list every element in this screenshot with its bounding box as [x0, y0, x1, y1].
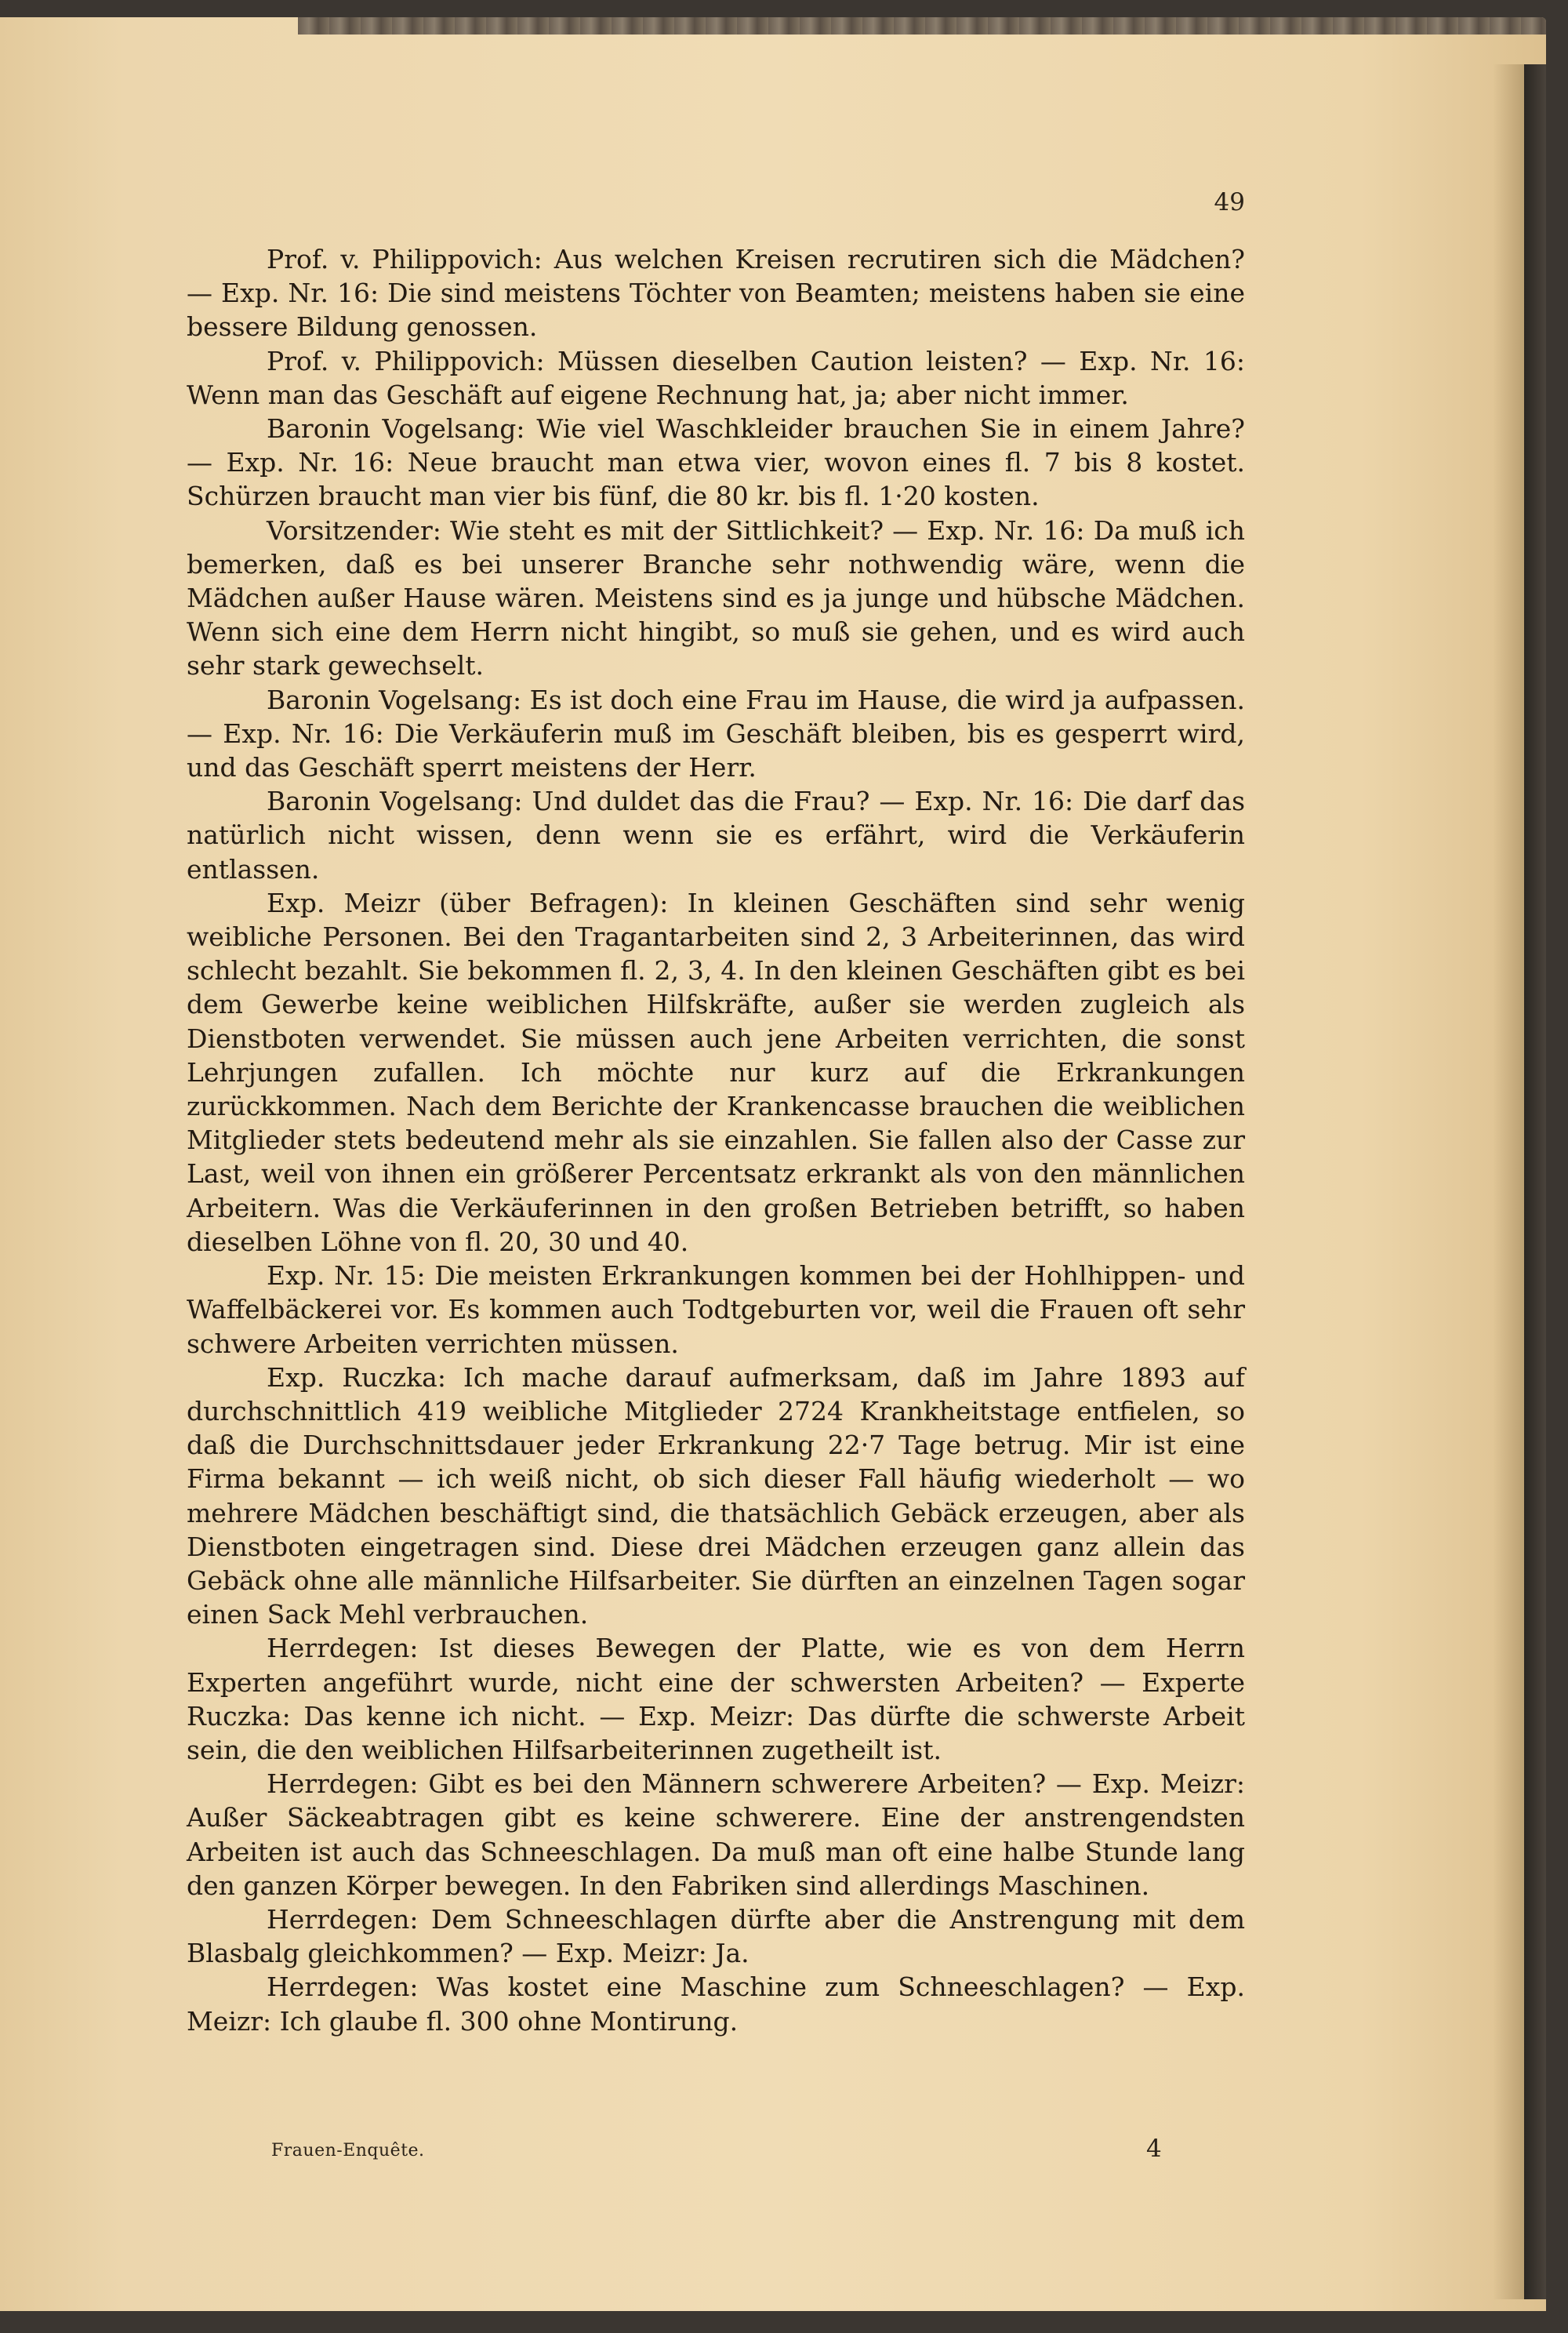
footer-signature: Frauen-Enquête. [271, 2141, 425, 2160]
page-shadow [1493, 64, 1524, 2299]
text-block [187, 242, 1245, 2038]
paragraph: Exp. Nr. 15: Die meisten Erkrankungen kommen bei der Hohlhippen- und Waffelbäckerei vor. Es kommen auch Todtgeburten vor, weil die Frauen oft sehr schwere Arbeiten verrichten müssen. [187, 1260, 1245, 1359]
page-footer [187, 2135, 1245, 2166]
paragraph: Herrdegen: Ist dieses Bewegen der Platte, wie es von dem Herrn Experten angeführt wurde, nicht eine der schwersten Arbeiten? — Experte Ruczka: Das kenne ich nicht. — Exp. Meizr: Das dürfte die schwerste Arbeit sein, die den weiblichen Hilfsarbeiterinnen zugetheilt ist. [187, 1633, 1245, 1765]
paragraph: Prof. v. Philippovich: Müssen dieselben Caution leisten? — Exp. Nr. 16: Wenn man das Geschäft auf eigene Rechnung hat, ja; aber nicht immer. [187, 345, 1245, 410]
paragraph: Baronin Vogelsang: Und duldet das die Frau? — Exp. Nr. 16: Die darf das natürlich nicht wissen, denn wenn sie es erfährt, wird die Verkäuferin entlassen. [187, 786, 1245, 885]
book-page [0, 17, 1546, 2311]
paragraph: Prof. v. Philippovich: Aus welchen Kreisen recrutiren sich die Mädchen? — Exp. Nr. 16: Die sind meistens Töchter von Beamten; meistens haben sie eine bessere Bildung genossen. [187, 244, 1245, 343]
paragraph: Herrdegen: Gibt es bei den Männern schwerere Arbeiten? — Exp. Meizr: Außer Säckeabtragen gibt es keine schwerere. Eine der anstrengendsten Arbeiten ist auch das Schneeschlagen. Da muß man oft eine halbe Stunde lang den ganzen Körper bewegen. In den Fabriken sind allerdings Maschinen. [187, 1768, 1245, 1901]
paragraph: Exp. Meizr (über Befragen): In kleinen Geschäften sind sehr wenig weibliche Personen. Bei den Tragantarbeiten sind 2, 3 Arbeiterinnen, das wird schlecht bezahlt. Sie bekommen fl. 2, 3, 4. In den kleinen Geschäften gibt es bei dem Gewerbe keine weiblichen Hilfskräfte, außer sie werden zugleich als Dienstboten verwendet. Sie müssen auch jene Arbeiten verrichten, die sonst Lehrjungen zufallen. Ich möchte nur kurz auf die Erkrankungen zurückkommen. Nach dem Berichte der Krankencasse brauchen die weiblichen Mitglieder stets bedeutend mehr als sie einzahlen. Sie fallen also der Casse zur Last, weil von ihnen ein größerer Percentsatz erkrankt als von den männlichen Arbeitern. Was die Verkäuferinnen in den großen Betrieben betrifft, so haben dieselben Löhne von fl. 20, 30 und 40. [187, 887, 1245, 1257]
paragraph: Exp. Ruczka: Ich mache darauf aufmerksam, daß im Jahre 1893 auf durchschnittlich 419 weibliche Mitglieder 2724 Krankheitstage entfielen, so daß die Durchschnittsdauer jeder Erkrankung 22·7 Tage betrug. Mir ist eine Firma bekannt — ich weiß nicht, ob sich dieser Fall häufig wiederholt — wo mehrere Mädchen beschäftigt sind, die thatsächlich Gebäck erzeugen, aber als Dienstboten eingetragen sind. Diese drei Mädchen erzeugen ganz allein das Gebäck ohne alle männliche Hilfsarbeiter. Sie dürften an einzelnen Tagen sogar einen Sack Mehl verbrauchen. [187, 1361, 1245, 1630]
page-top-edge [298, 17, 1546, 35]
footer-sheet-number: 4 [1146, 2135, 1162, 2163]
paragraph: Vorsitzender: Wie steht es mit der Sittlichkeit? — Exp. Nr. 16: Da muß ich bemerken, daß es bei unserer Branche sehr nothwendig wäre, wenn die Mädchen außer Hause wären. Meistens sind es ja junge und hübsche Mädchen. Wenn sich eine dem Herrn nicht hingibt, so muß sie gehen, und es wird auch sehr stark gewechselt. [187, 514, 1245, 681]
paragraph: Baronin Vogelsang: Wie viel Waschkleider brauchen Sie in einem Jahre? — Exp. Nr. 16: Neue braucht man etwa vier, wovon eines fl. 7 bis 8 kostet. Schürzen braucht man vier bis fünf, die 80 kr. bis fl. 1·20 kosten. [187, 413, 1245, 512]
paragraph: Baronin Vogelsang: Es ist doch eine Frau im Hause, die wird ja aufpassen. — Exp. Nr. 16: Die Verkäuferin muß im Geschäft bleiben, bis es gesperrt wird, und das Geschäft sperrt meistens der Herr. [187, 684, 1245, 783]
page-number: 49 [1214, 188, 1245, 216]
paragraph: Herrdegen: Dem Schneeschlagen dürfte aber die Anstrengung mit dem Blasbalg gleichkommen? — Exp. Meizr: Ja. [187, 1903, 1245, 1969]
book-edge [1524, 64, 1546, 2299]
paragraph: Herrdegen: Was kostet eine Maschine zum Schneeschlagen? — Exp. Meizr: Ich glaube fl. 300 ohne Montirung. [187, 1971, 1245, 2037]
